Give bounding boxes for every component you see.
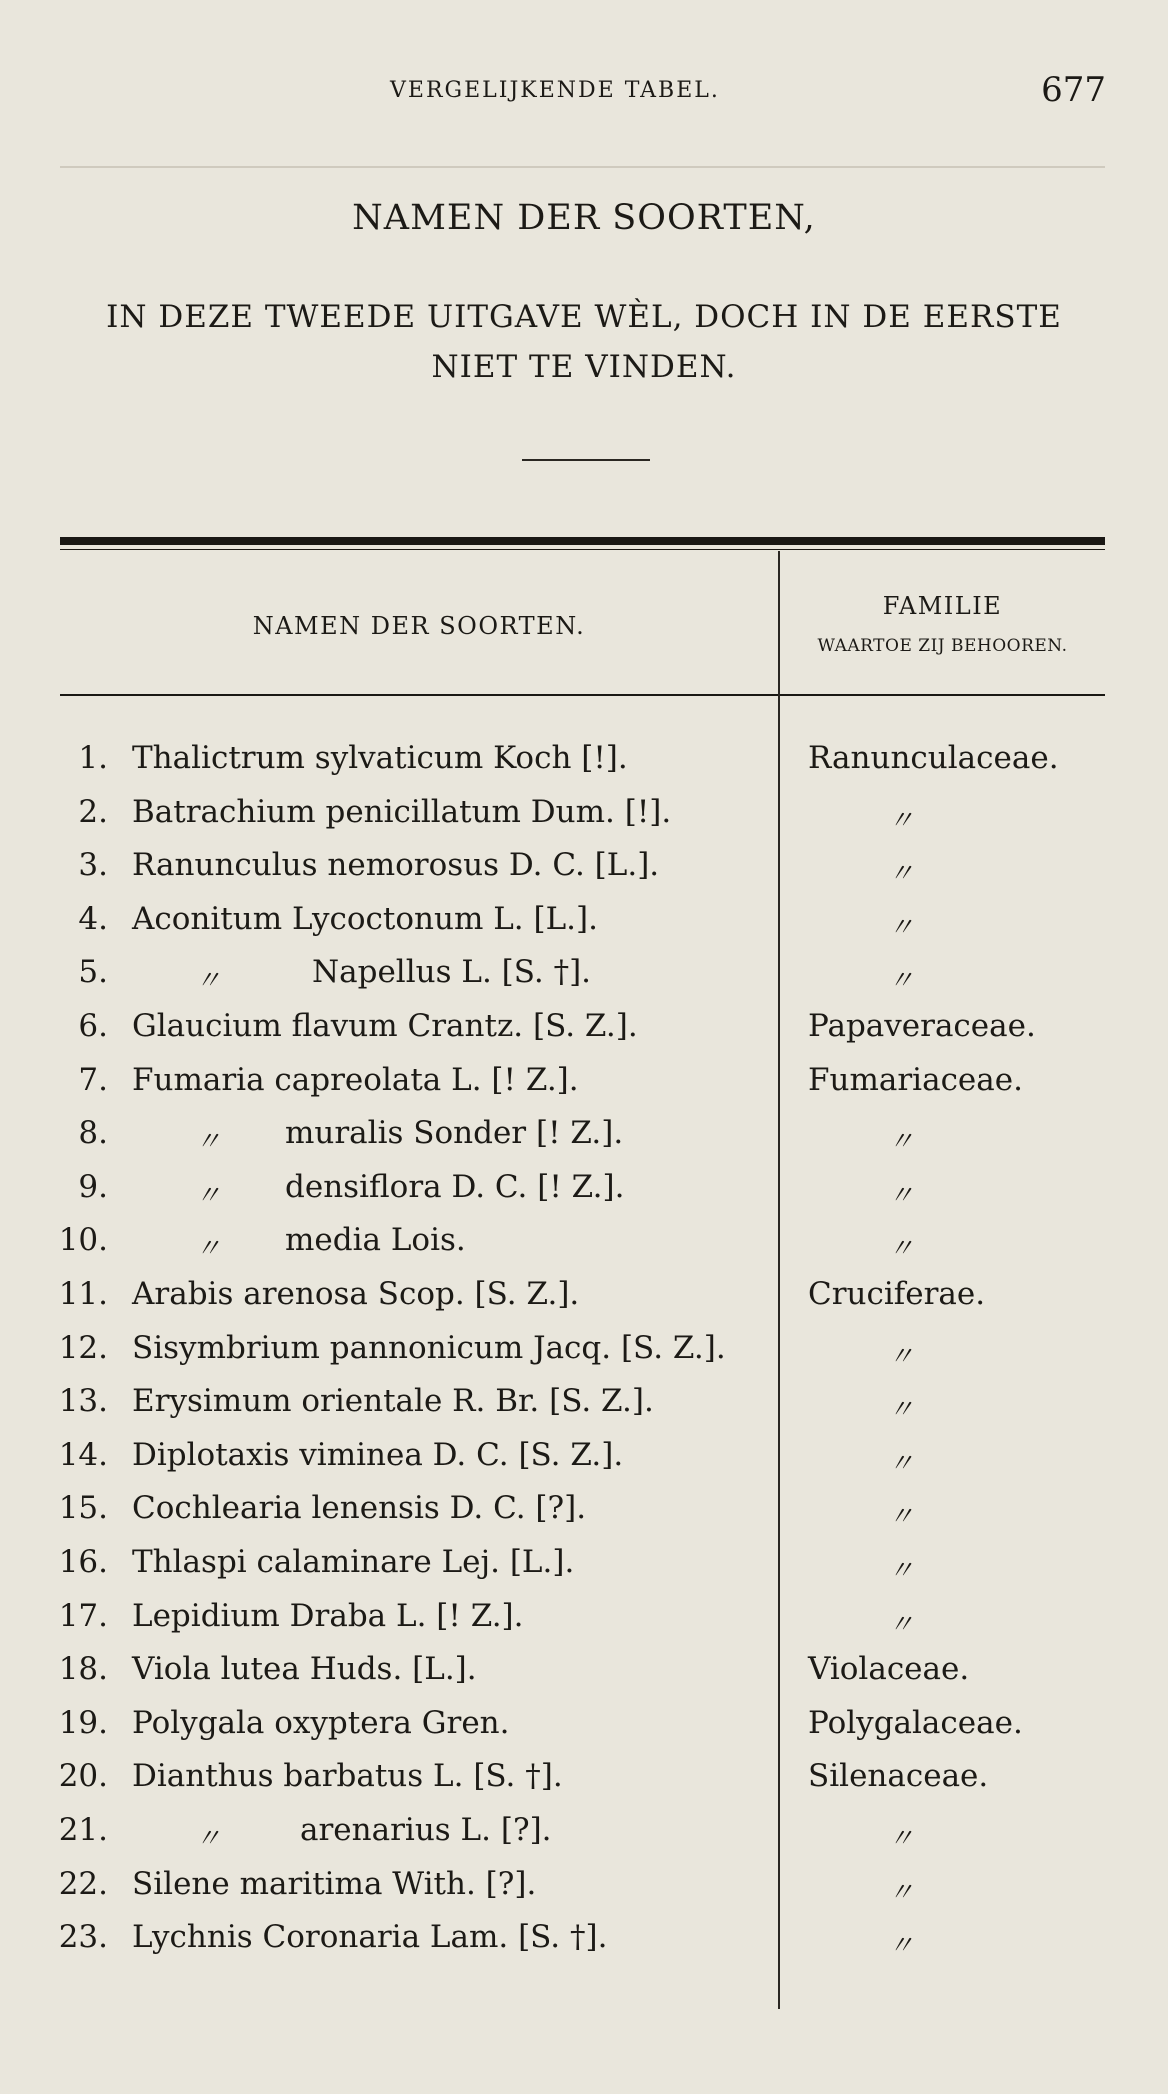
- table-row: [0, 1866, 1168, 1920]
- table-row: [0, 1544, 1168, 1598]
- table-header-rule: [60, 694, 1105, 696]
- family-ditto-mark: 〃: [888, 1556, 915, 1586]
- ditto-mark: 〃: [195, 1234, 222, 1265]
- row-number: 10.: [58, 1222, 108, 1259]
- row-number: 12.: [58, 1329, 108, 1366]
- species-name: Thlaspi calaminare Lej. [L.].: [132, 1544, 575, 1580]
- table-row: [0, 1812, 1168, 1866]
- row-number: 19.: [58, 1704, 108, 1741]
- row-number: 20.: [58, 1758, 108, 1795]
- species-name: Sisymbrium pannonicum Jacq. [S. Z.].: [132, 1329, 726, 1366]
- species-name: arenarius L. [?].: [300, 1812, 552, 1848]
- table-top-thin-rule: [60, 549, 1105, 550]
- table-row: [0, 740, 1168, 794]
- family-name: Ranunculaceae.: [808, 740, 1059, 776]
- family-ditto-mark: 〃: [888, 1824, 915, 1854]
- header-divider: [60, 166, 1105, 168]
- species-name: Viola lutea Huds. [L.].: [132, 1651, 477, 1688]
- column-header-family: FAMILIE: [882, 592, 1003, 620]
- page-subtitle: IN DEZE TWEEDE UITGAVE WÈL, DOCH IN DE EERSTE NIET TE VINDEN.: [106, 299, 1062, 385]
- row-number: 2.: [78, 793, 108, 830]
- species-name: Dianthus barbatus L. [S. †].: [132, 1758, 563, 1795]
- family-name: Polygalaceae.: [808, 1704, 1023, 1741]
- table-row: [0, 847, 1168, 901]
- row-number: 8.: [78, 1115, 108, 1152]
- column-header-family-sub: WAARTOE ZIJ BEHOOREN.: [817, 636, 1068, 656]
- table-row: [0, 1222, 1168, 1276]
- species-name: Polygala oxyptera Gren.: [132, 1704, 510, 1741]
- row-number: 15.: [58, 1490, 108, 1527]
- family-ditto-mark: 〃: [888, 1609, 915, 1640]
- running-head: VERGELIJKENDE TABEL.: [390, 78, 720, 103]
- species-name: Silene maritima With. [?].: [132, 1865, 537, 1902]
- row-number: 23.: [58, 1919, 108, 1956]
- species-name: Erysimum orientale R. Br. [S. Z.].: [132, 1383, 654, 1420]
- ditto-mark: 〃: [195, 1824, 222, 1854]
- family-name: Cruciferae.: [808, 1276, 986, 1312]
- table-row: [0, 1062, 1168, 1116]
- species-name: Napellus L. [S. †].: [312, 954, 592, 991]
- table-top-rule: [60, 537, 1105, 545]
- row-number: 7.: [78, 1061, 108, 1098]
- species-name: Cochlearia lenensis D. C. [?].: [132, 1490, 587, 1527]
- table-row: [0, 1008, 1168, 1062]
- family-ditto-mark: 〃: [888, 1395, 915, 1426]
- species-name: Lepidium Draba L. [! Z.].: [132, 1597, 524, 1634]
- species-name: densiflora D. C. [! Z.].: [285, 1168, 625, 1205]
- family-name: Fumariaceae.: [808, 1061, 1023, 1098]
- species-name: Glaucium flavum Crantz. [S. Z.].: [132, 1008, 638, 1044]
- row-number: 1.: [78, 740, 108, 776]
- row-number: 13.: [58, 1383, 108, 1420]
- species-name: Aconitum Lycoctonum L. [L.].: [132, 900, 598, 937]
- table-row: [0, 1490, 1168, 1544]
- family-name: Violaceae.: [808, 1651, 970, 1688]
- table-row: [0, 1651, 1168, 1705]
- row-number: 16.: [58, 1544, 108, 1580]
- family-ditto-mark: 〃: [888, 1234, 915, 1265]
- row-number: 4.: [78, 900, 108, 937]
- species-name: muralis Sonder [! Z.].: [285, 1115, 624, 1152]
- table-row: [0, 1705, 1168, 1759]
- table-row: [0, 1383, 1168, 1437]
- table-row: [0, 1115, 1168, 1169]
- page-number: 677: [1041, 70, 1106, 110]
- family-ditto-mark: 〃: [888, 1448, 915, 1479]
- family-ditto-mark: 〃: [888, 966, 915, 997]
- table-row: [0, 1919, 1168, 1973]
- table-row: [0, 954, 1168, 1008]
- family-ditto-mark: 〃: [888, 1127, 915, 1158]
- species-name: Batrachium penicillatum Dum. [!].: [132, 793, 672, 830]
- family-ditto-mark: 〃: [888, 1502, 915, 1533]
- family-name: Papaveraceae.: [808, 1008, 1036, 1044]
- row-number: 18.: [58, 1651, 108, 1688]
- row-number: 22.: [58, 1865, 108, 1902]
- species-name: Diplotaxis viminea D. C. [S. Z.].: [132, 1436, 624, 1473]
- table-row: [0, 1276, 1168, 1330]
- species-name: media Lois.: [285, 1222, 466, 1259]
- page-title: NAMEN DER SOORTEN,: [352, 198, 816, 238]
- table-row: [0, 1437, 1168, 1491]
- row-number: 11.: [58, 1276, 108, 1312]
- family-ditto-mark: 〃: [888, 912, 915, 943]
- table-row: [0, 1330, 1168, 1384]
- row-number: 5.: [78, 954, 108, 991]
- row-number: 6.: [78, 1008, 108, 1044]
- table-row: [0, 901, 1168, 955]
- family-ditto-mark: 〃: [888, 1180, 915, 1211]
- table-row: [0, 1598, 1168, 1652]
- ditto-mark: 〃: [195, 966, 222, 997]
- row-number: 3.: [78, 847, 108, 884]
- species-name: Fumaria capreolata L. [! Z.].: [132, 1061, 579, 1098]
- title-rule: [522, 459, 650, 461]
- table-row: [0, 1169, 1168, 1223]
- family-name: Silenaceae.: [808, 1758, 989, 1795]
- row-number: 9.: [78, 1168, 108, 1205]
- ditto-mark: 〃: [195, 1127, 222, 1158]
- family-ditto-mark: 〃: [888, 1877, 915, 1908]
- column-header-names: NAMEN DER SOORTEN.: [252, 612, 586, 640]
- family-ditto-mark: 〃: [888, 805, 915, 836]
- species-name: Ranunculus nemorosus D. C. [L.].: [132, 847, 660, 884]
- family-ditto-mark: 〃: [888, 859, 915, 890]
- species-name: Thalictrum sylvaticum Koch [!].: [132, 740, 628, 776]
- row-number: 17.: [58, 1597, 108, 1634]
- row-number: 21.: [58, 1812, 108, 1848]
- family-ditto-mark: 〃: [888, 1341, 915, 1372]
- table-row: [0, 794, 1168, 848]
- species-name: Arabis arenosa Scop. [S. Z.].: [132, 1276, 580, 1312]
- family-ditto-mark: 〃: [888, 1931, 915, 1962]
- ditto-mark: 〃: [195, 1180, 222, 1211]
- species-name: Lychnis Coronaria Lam. [S. †].: [132, 1919, 608, 1956]
- row-number: 14.: [58, 1436, 108, 1473]
- table-row: [0, 1758, 1168, 1812]
